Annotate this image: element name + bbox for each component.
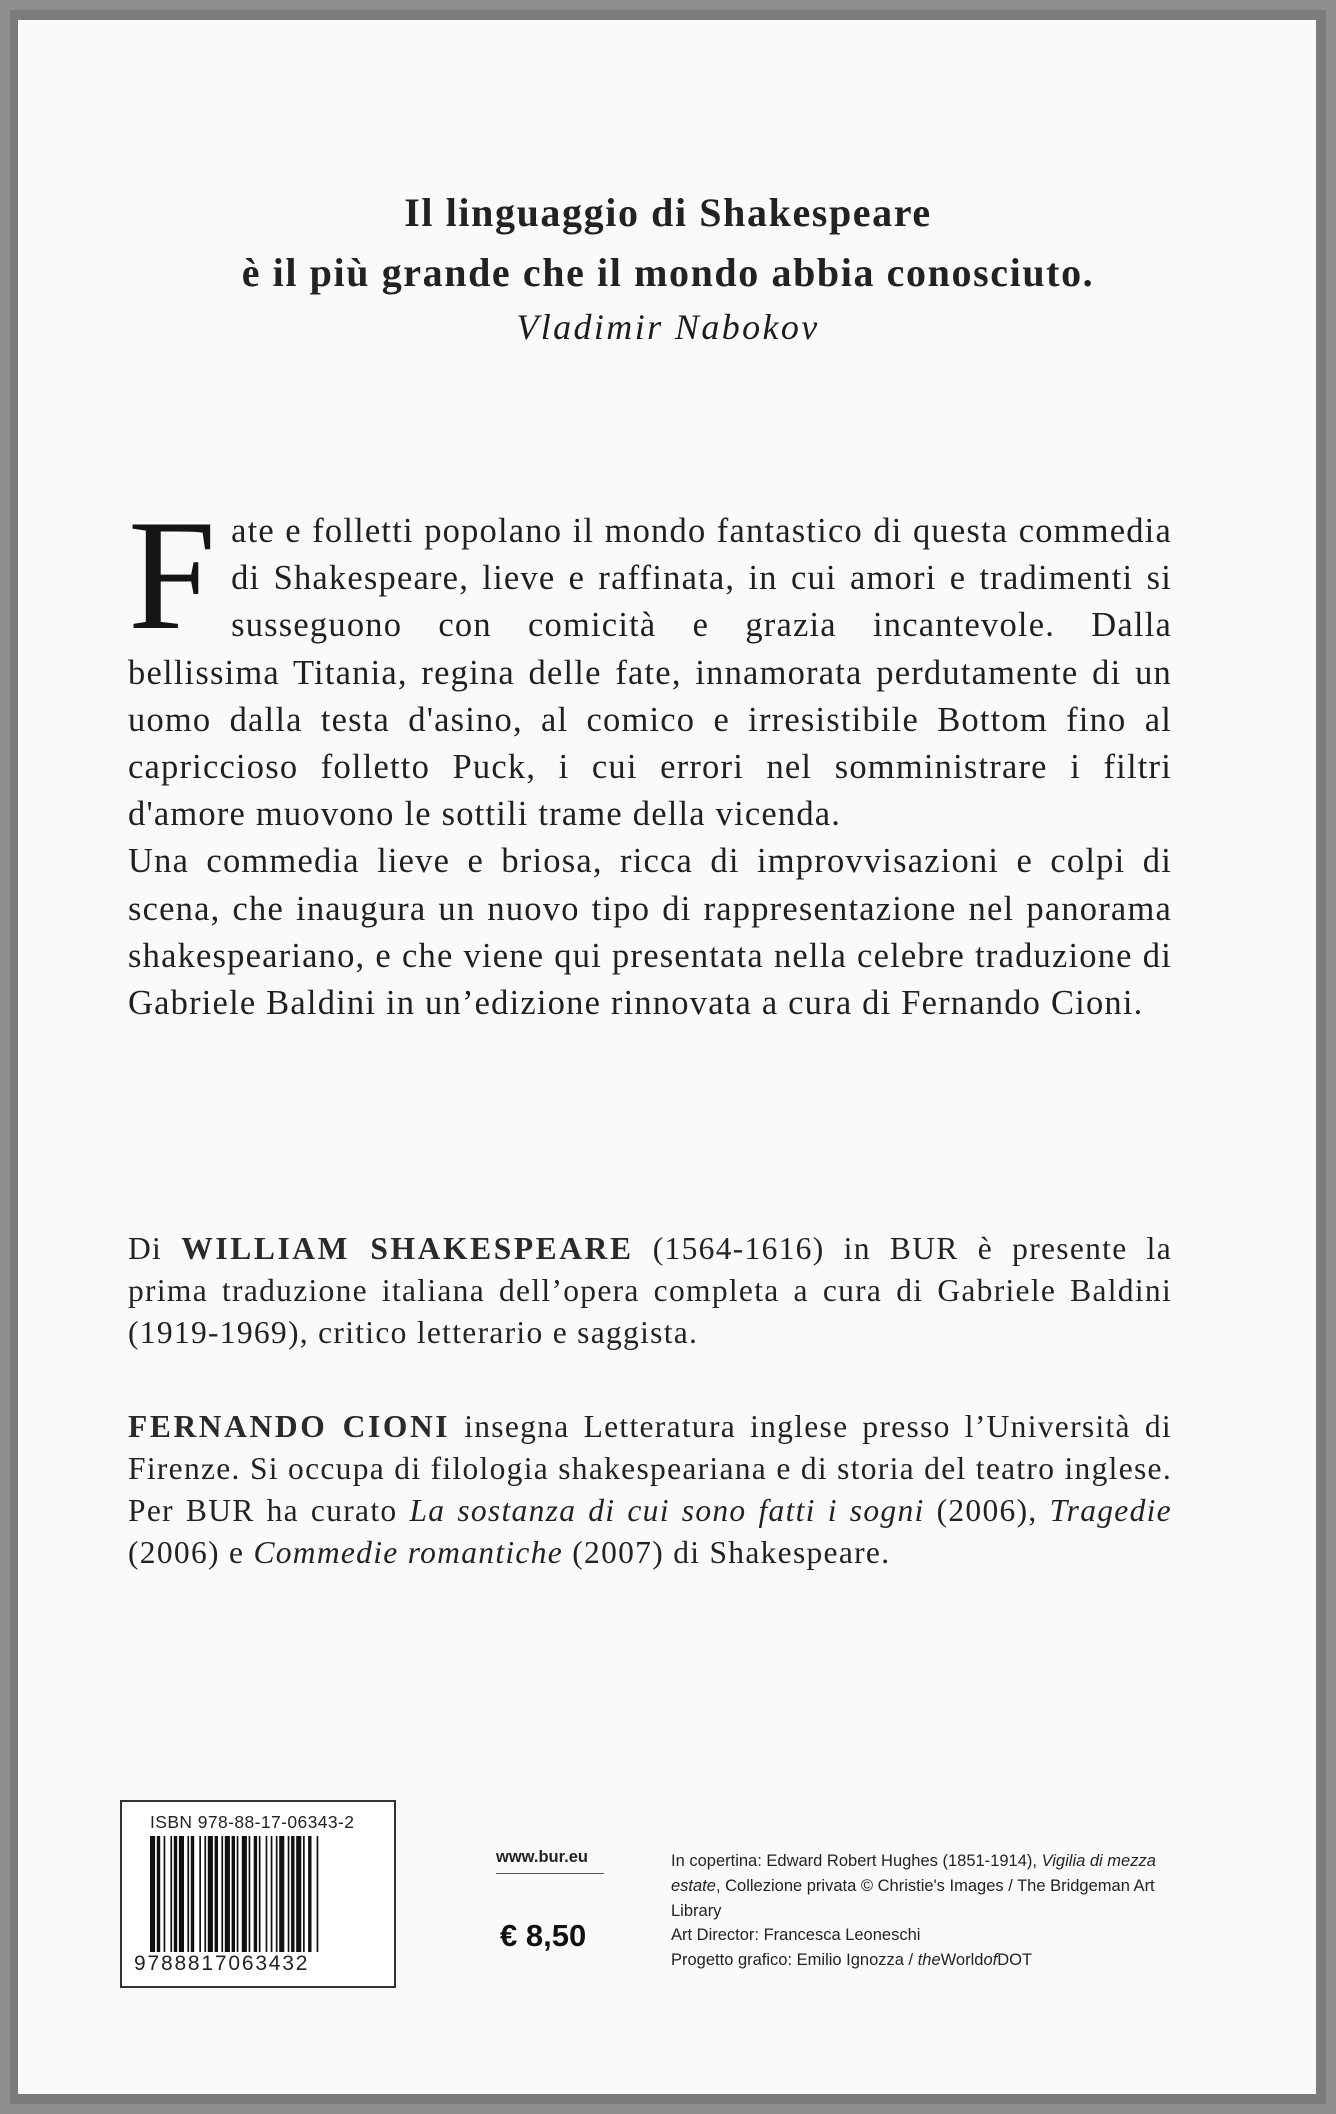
barcode-bar xyxy=(271,1836,273,1952)
isbn-label: ISBN 978-88-17-06343-2 xyxy=(150,1812,355,1832)
cover-credit-title: Vigilia di mezza estate xyxy=(671,1852,1156,1895)
bio-shakespeare-name: WILLIAM SHAKESPEARE xyxy=(181,1231,634,1266)
barcode-bar xyxy=(279,1836,284,1952)
barcode-bar xyxy=(179,1836,184,1952)
barcode-bar xyxy=(157,1836,160,1952)
cover-credit-suffix: , Collezione privata © Christie's Images / The Bridgeman Art Library xyxy=(671,1876,1155,1920)
epigraph-line-1: Il linguaggio di Shakespeare xyxy=(404,190,932,235)
price-label: € 8,50 xyxy=(500,1918,587,1953)
bio-shakespeare-lead: Di xyxy=(128,1231,163,1266)
bio-cioni-text-2: (2006), xyxy=(936,1493,1038,1528)
barcode-bar xyxy=(170,1836,172,1952)
credits xyxy=(671,1849,1191,1973)
barcode-bar xyxy=(317,1836,319,1952)
bio-cioni xyxy=(128,1406,1172,1574)
design-studio-of: of xyxy=(983,1951,998,1970)
barcode-bar xyxy=(237,1836,239,1952)
cover-credit-prefix: In copertina: Edward Robert Hughes (1851-1914), xyxy=(671,1852,1037,1870)
book-title-sostanza: La sostanza di cui sono fatti i sogni xyxy=(409,1493,925,1528)
design-studio-dot: DOT xyxy=(997,1951,1033,1970)
bio-shakespeare-text: (1564-1616) in BUR è presente la prima traduzione italiana dell’opera completa a cura di Gabriele Baldini (1919-1969), critico letterario e saggista. xyxy=(128,1231,1172,1350)
design-studio-world: World xyxy=(940,1951,984,1970)
website-link[interactable]: www.bur.eu xyxy=(496,1848,604,1874)
barcode-bar xyxy=(208,1836,213,1952)
barcode-bar xyxy=(249,1836,251,1952)
book-title-tragedie: Tragedie xyxy=(1049,1493,1172,1528)
barcode-bar xyxy=(254,1836,257,1952)
barcode-bar xyxy=(221,1836,223,1952)
blurb-paragraph-1 xyxy=(128,488,1172,838)
cover-credit xyxy=(671,1849,1191,1923)
epigraph xyxy=(0,183,1336,355)
bio-cioni-name: FERNANDO CIONI xyxy=(128,1409,451,1444)
bio-cioni-text-3: (2006) e xyxy=(128,1535,245,1570)
art-director-credit: Art Director: Francesca Leoneschi xyxy=(671,1926,921,1945)
bio-cioni-text-1: insegna Letteratura inglese presso l’Università di Firenze. Si occupa di filologia shakespeariana e di storia del teatro inglese. Per BUR ha curato xyxy=(128,1409,1172,1528)
book-blurb xyxy=(128,488,1172,1027)
barcode-bar xyxy=(242,1836,247,1952)
bio-cioni-text-4: (2007) di Shakespeare. xyxy=(572,1535,891,1570)
barcode-image xyxy=(150,1836,368,1952)
barcode-bar xyxy=(288,1836,290,1952)
isbn-barcode-box xyxy=(120,1800,396,1988)
blurb-paragraph-1-text: ate e folletti popolano il mondo fantastico di questa commedia di Shakespeare, lieve e raffinata, in cui amori e tradimenti si susseguono con comicità e grazia incantevole. Dalla bellissima Titania, regina delle fate, innamorata perdutamente di un uomo dalla testa d'asino, al comico e irresistibile Bottom fino al capriccioso folletto Puck, i cui errori nel somministrare i filtri d'amore muovono le sottili trame della vicenda. xyxy=(128,512,1172,834)
isbn-digits: 9788817063432 xyxy=(134,1952,310,1975)
bio-shakespeare xyxy=(128,1228,1172,1354)
barcode-bar xyxy=(204,1836,206,1952)
barcode-bar xyxy=(174,1836,177,1952)
design-studio-the: the xyxy=(917,1951,941,1970)
barcode-bar xyxy=(232,1836,235,1952)
barcode-bar xyxy=(187,1836,189,1952)
book-title-commedie: Commedie romantiche xyxy=(253,1535,564,1570)
barcode-bar xyxy=(296,1836,301,1952)
barcode-bar xyxy=(266,1836,268,1952)
barcode-bar xyxy=(225,1836,230,1952)
epigraph-author: Vladimir Nabokov xyxy=(516,307,820,347)
barcode-bar xyxy=(164,1836,166,1952)
barcode-bar xyxy=(150,1836,155,1952)
blurb-paragraph-2: Una commedia lieve e briosa, ricca di improvvisazioni e colpi di scena, che inaugura un nuovo tipo di rappresentazione nel panorama shakespeariano, e che viene qui presentata nella celebre traduzione di Gabriele Baldini in un’edizione rinnovata a cura di Fernando Cioni. xyxy=(128,842,1172,1023)
barcode-bar xyxy=(259,1836,261,1952)
barcode-bar xyxy=(303,1836,305,1952)
design-credit-prefix: Progetto grafico: Emilio Ignozza / xyxy=(671,1951,914,1970)
barcode-bar xyxy=(308,1836,311,1952)
drop-cap: F xyxy=(128,488,218,663)
epigraph-line-2: è il più grande che il mondo abbia conosciuto. xyxy=(241,250,1095,295)
barcode-bar xyxy=(199,1836,201,1952)
design-credit xyxy=(671,1948,1191,1973)
barcode-bar xyxy=(191,1836,194,1952)
barcode-bar xyxy=(215,1836,218,1952)
barcode-bar xyxy=(291,1836,294,1952)
barcode-bar xyxy=(276,1836,278,1952)
